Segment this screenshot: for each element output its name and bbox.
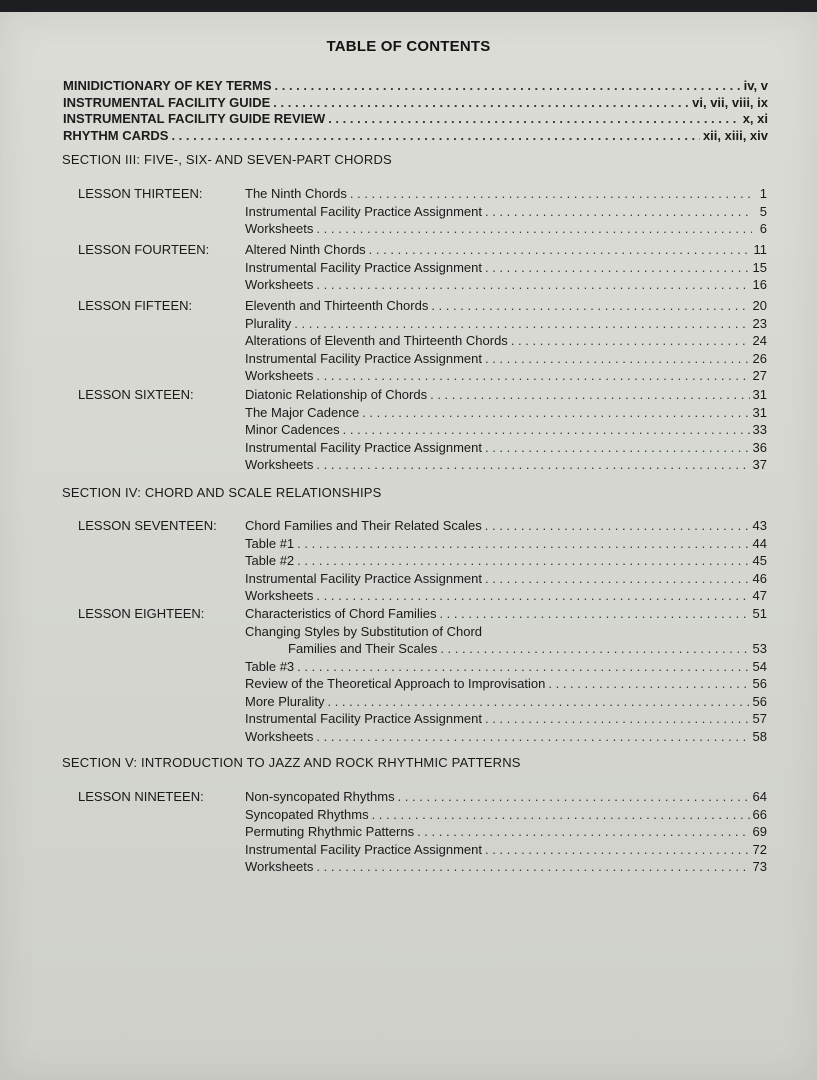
leader-dots bbox=[417, 824, 749, 839]
entry-page: 56 bbox=[752, 676, 767, 691]
entry-page: 31 bbox=[752, 404, 767, 420]
toc-entry bbox=[245, 298, 767, 316]
entry-page: 11 bbox=[753, 242, 767, 257]
entry-page: 27 bbox=[752, 368, 767, 383]
entry-title: Altered Ninth Chords bbox=[245, 242, 366, 257]
entry-page: 24 bbox=[752, 333, 767, 348]
lesson-name: LESSON NINETEEN: bbox=[78, 789, 204, 804]
leader-dots bbox=[485, 711, 750, 726]
leader-dots bbox=[297, 659, 749, 674]
entry-title: Diatonic Relationship of Chords bbox=[245, 387, 428, 402]
entry-page: 37 bbox=[752, 457, 767, 472]
leader-dots bbox=[316, 457, 749, 472]
leader-dots bbox=[275, 78, 741, 93]
leader-dots bbox=[430, 387, 749, 402]
lesson-name: LESSON FIFTEEN: bbox=[78, 298, 193, 313]
entry-title: Instrumental Facility Practice Assignment bbox=[245, 841, 482, 857]
toc-entry bbox=[245, 387, 767, 405]
toc-entry bbox=[245, 842, 767, 860]
leader-dots bbox=[316, 588, 749, 603]
leader-dots bbox=[372, 807, 750, 822]
entry-title: The Ninth Chords bbox=[245, 186, 347, 201]
toc-entry bbox=[245, 277, 767, 295]
entry-page: 46 bbox=[752, 570, 767, 586]
entry-page: 31 bbox=[752, 387, 767, 402]
front-matter-item bbox=[63, 95, 768, 112]
entry-title: Characteristics of Chord Families bbox=[245, 606, 437, 621]
toc-entry bbox=[245, 368, 767, 386]
entry-page: 5 bbox=[759, 203, 767, 219]
leader-dots bbox=[362, 405, 749, 420]
entry-page: 57 bbox=[752, 711, 767, 726]
leader-dots bbox=[171, 128, 700, 143]
entry-title: Instrumental Facility Practice Assignment bbox=[245, 570, 482, 586]
lesson-name: LESSON EIGHTEEN: bbox=[78, 606, 205, 621]
entry-title: Permuting Rhythmic Patterns bbox=[245, 824, 415, 839]
entry-title: Worksheets bbox=[245, 221, 314, 236]
entry-title: Chord Families and Their Related Scales bbox=[245, 518, 482, 533]
toc-entry bbox=[245, 242, 767, 260]
entry-page: 72 bbox=[752, 841, 767, 857]
lesson-name: LESSON FOURTEEN: bbox=[78, 242, 210, 257]
section-heading: SECTION IV: CHORD AND SCALE RELATIONSHIPS bbox=[62, 485, 382, 500]
entry-page: 1 bbox=[759, 186, 767, 201]
entry-page: 36 bbox=[752, 439, 767, 455]
leader-dots bbox=[343, 422, 750, 437]
leader-dots bbox=[327, 694, 749, 709]
leader-dots bbox=[485, 518, 750, 533]
entry-title: Changing Styles by Substitution of Chord bbox=[245, 623, 483, 639]
front-matter-item bbox=[63, 128, 768, 145]
entry-page: 53 bbox=[752, 641, 767, 656]
entry-title: Instrumental Facility Practice Assignment bbox=[245, 203, 482, 219]
lesson-name: LESSON SEVENTEEN: bbox=[78, 518, 217, 533]
toc-entry bbox=[245, 571, 767, 589]
entry-title: Instrumental Facility Practice Assignment bbox=[245, 259, 482, 275]
toc-entry bbox=[245, 641, 767, 659]
lesson-entries bbox=[245, 186, 767, 239]
toc-entry bbox=[245, 221, 767, 239]
front-matter-label: RHYTHM CARDS bbox=[63, 127, 169, 143]
entry-page: 54 bbox=[752, 658, 767, 674]
toc-entry bbox=[245, 807, 767, 825]
entry-title: Families and Their Scales bbox=[288, 641, 438, 656]
entry-page: 73 bbox=[752, 859, 767, 874]
front-matter-item bbox=[63, 111, 768, 128]
entry-page: 64 bbox=[752, 789, 767, 804]
lesson-entries bbox=[245, 298, 767, 386]
entry-page: 33 bbox=[752, 422, 767, 437]
toc-entry bbox=[245, 553, 767, 571]
leader-dots bbox=[431, 298, 749, 313]
entry-title: Worksheets bbox=[245, 368, 314, 383]
entry-title: Worksheets bbox=[245, 277, 314, 292]
leader-dots bbox=[328, 111, 740, 126]
entry-title: Table #1 bbox=[245, 535, 295, 551]
toc-entry bbox=[245, 789, 767, 807]
leader-dots bbox=[273, 95, 689, 110]
entry-page: 44 bbox=[752, 535, 767, 551]
leader-dots bbox=[294, 316, 749, 331]
front-matter-pages: iv, v bbox=[743, 78, 768, 93]
section-heading: SECTION III: FIVE-, SIX- AND SEVEN-PART CHORDS bbox=[62, 152, 392, 167]
leader-dots bbox=[485, 351, 750, 366]
leader-dots bbox=[439, 606, 749, 621]
entry-title: Instrumental Facility Practice Assignment bbox=[245, 711, 482, 726]
lesson-entries bbox=[245, 387, 767, 475]
toc-entry bbox=[245, 606, 767, 624]
leader-dots bbox=[297, 536, 749, 551]
entry-page: 20 bbox=[752, 298, 767, 313]
toc-entry bbox=[245, 440, 767, 458]
entry-title: The Major Cadence bbox=[245, 404, 360, 420]
leader-dots bbox=[485, 842, 750, 857]
document-page bbox=[0, 12, 817, 1080]
toc-entry bbox=[245, 676, 767, 694]
entry-title: Alterations of Eleventh and Thirteenth Chords bbox=[245, 333, 508, 348]
toc-entry bbox=[245, 588, 767, 606]
leader-dots bbox=[485, 204, 752, 219]
leader-dots bbox=[440, 641, 749, 656]
toc-entry bbox=[245, 186, 767, 204]
front-matter-pages: x, xi bbox=[742, 111, 768, 126]
entry-title: Instrumental Facility Practice Assignment bbox=[245, 350, 482, 366]
entry-title: Instrumental Facility Practice Assignment bbox=[245, 439, 482, 455]
entry-page: 23 bbox=[752, 315, 767, 331]
entry-page: 15 bbox=[752, 259, 767, 275]
leader-dots bbox=[511, 333, 750, 348]
lesson-name: LESSON THIRTEEN: bbox=[78, 186, 203, 201]
entry-title: Table #3 bbox=[245, 658, 295, 674]
leader-dots bbox=[398, 789, 750, 804]
toc-entry bbox=[245, 333, 767, 351]
leader-dots bbox=[369, 242, 751, 257]
entry-page: 58 bbox=[752, 728, 767, 744]
front-matter-item bbox=[63, 78, 768, 95]
leader-dots bbox=[297, 553, 749, 568]
leader-dots bbox=[350, 186, 752, 201]
leader-dots bbox=[316, 729, 749, 744]
leader-dots bbox=[316, 859, 749, 874]
leader-dots bbox=[485, 260, 750, 275]
leader-dots bbox=[548, 676, 749, 691]
leader-dots bbox=[316, 277, 749, 292]
toc-entry bbox=[245, 518, 767, 536]
toc-entry bbox=[245, 694, 767, 712]
leader-dots bbox=[316, 368, 749, 383]
toc-entry bbox=[245, 457, 767, 475]
entry-title: Non-syncopated Rhythms bbox=[245, 789, 395, 804]
toc-entry bbox=[245, 422, 767, 440]
leader-dots bbox=[485, 440, 750, 455]
entry-page: 16 bbox=[752, 277, 767, 292]
front-matter-label: MINIDICTIONARY OF KEY TERMS bbox=[63, 78, 272, 93]
toc-entry bbox=[245, 729, 767, 747]
toc-entry bbox=[245, 624, 767, 642]
entry-title: Worksheets bbox=[245, 457, 314, 472]
entry-title: Review of the Theoretical Approach to Improvisation bbox=[245, 676, 546, 691]
front-matter-label: INSTRUMENTAL FACILITY GUIDE bbox=[63, 94, 271, 110]
toc-entry bbox=[245, 405, 767, 423]
lesson-name: LESSON SIXTEEN: bbox=[78, 387, 194, 402]
entry-page: 45 bbox=[752, 553, 767, 568]
entry-title: Worksheets bbox=[245, 588, 314, 603]
entry-page: 69 bbox=[752, 824, 767, 839]
entry-title: Plurality bbox=[245, 315, 292, 331]
leader-dots bbox=[316, 221, 752, 236]
entry-title: Eleventh and Thirteenth Chords bbox=[245, 298, 429, 313]
entry-title: More Plurality bbox=[245, 693, 325, 709]
toc-entry bbox=[245, 859, 767, 877]
lesson-entries bbox=[245, 518, 767, 606]
entry-title: Syncopated Rhythms bbox=[245, 806, 369, 822]
entry-page: 51 bbox=[752, 606, 767, 621]
entry-page: 66 bbox=[752, 806, 767, 822]
front-matter-pages: xii, xiii, xiv bbox=[702, 127, 768, 143]
entry-title: Minor Cadences bbox=[245, 422, 340, 437]
toc-entry bbox=[245, 711, 767, 729]
front-matter-list bbox=[63, 78, 768, 144]
entry-page: 6 bbox=[759, 221, 767, 236]
entry-title: Worksheets bbox=[245, 728, 314, 744]
toc-entry bbox=[245, 260, 767, 278]
toc-entry bbox=[245, 536, 767, 554]
toc-entry bbox=[245, 351, 767, 369]
entry-page: 26 bbox=[752, 350, 767, 366]
front-matter-label: INSTRUMENTAL FACILITY GUIDE REVIEW bbox=[63, 111, 326, 126]
toc-entry bbox=[245, 204, 767, 222]
entry-title: Worksheets bbox=[245, 859, 314, 874]
toc-entry bbox=[245, 316, 767, 334]
entry-page: 43 bbox=[752, 518, 767, 533]
toc-entry bbox=[245, 824, 767, 842]
lesson-entries bbox=[245, 606, 767, 746]
section-heading: SECTION V: INTRODUCTION TO JAZZ AND ROCK RHYTHMIC PATTERNS bbox=[62, 755, 521, 770]
lesson-entries bbox=[245, 789, 767, 877]
leader-dots bbox=[485, 571, 750, 586]
page-title: TABLE OF CONTENTS bbox=[326, 38, 491, 55]
entry-page: 56 bbox=[752, 693, 767, 709]
lesson-entries bbox=[245, 242, 767, 295]
front-matter-pages: vi, vii, viii, ix bbox=[692, 94, 768, 110]
entry-title: Table #2 bbox=[245, 553, 295, 568]
toc-entry bbox=[245, 659, 767, 677]
entry-page: 47 bbox=[752, 588, 767, 603]
